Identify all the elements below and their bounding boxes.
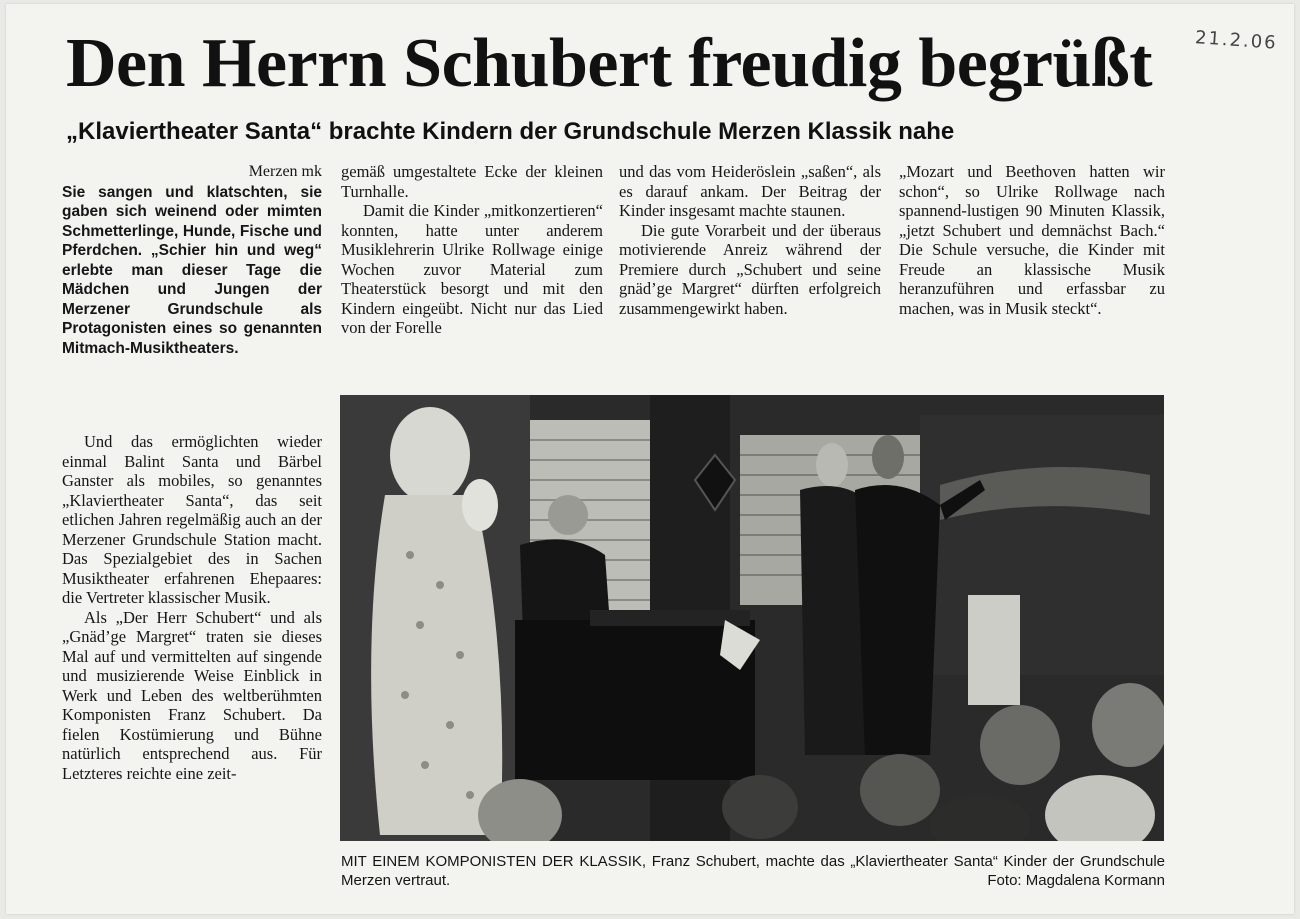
article-photo <box>340 395 1164 841</box>
paragraph: Damit die Kinder „mitkonzertieren“ konnten, hatte unter anderem Musiklehrerin Ulrike Rollwage einige Wochen zuvor Material zum Theaterstück besorgt und mit den Kindern eingeübt. Nicht nur das Lied von der Forelle <box>341 201 603 337</box>
paragraph: Die gute Vorarbeit und der überaus motivierende Anreiz während der Premiere durch „Schubert und seine gnäd’ge Margret“ dürften erfolgreich zusammengewirkt haben. <box>619 220 881 318</box>
article-column-4 <box>899 162 1165 318</box>
stage-scene-illustration <box>340 395 1164 841</box>
headline: Den Herrn Schubert freudig begrüßt <box>66 25 1153 102</box>
photo-caption <box>341 852 1165 890</box>
lead-paragraph: Sie sangen und klatschten, sie gaben sich weinend oder mimten Schmetterlinge, Hunde, Fische und Pferdchen. „Schier hin und weg“ erlebte man dieser Tage die Mädchen und Jungen der Merzener Grundschule als Protagonisten eines so genannten Mitmach-Musiktheaters. <box>62 183 322 357</box>
paragraph: Als „Der Herr Schubert“ und als „Gnäd’ge Margret“ traten sie dieses Mal auf und vermittelten auf singende und musizierende Weise Einblick in Werk und Leben des weltberühmten Komponisten Franz Schubert. Da fielen Kostümierung und Bühne natürlich entsprechend aus. Für Letzteres reichte eine zeit- <box>62 607 322 783</box>
paragraph: Und das ermöglichten wieder einmal Balint Santa und Bärbel Ganster als mobiles, so genanntes „Klaviertheater Santa“, das seit etlichen Jahren regelmäßig auch an der Merzener Grundschule Station macht. Das Spezialgebiet des in Sachen Musiktheater erfahrenen Ehepaares: die Vertreter klassischer Musik. <box>62 432 322 607</box>
caption-text: MIT EINEM KOMPONISTEN DER KLASSIK, Franz Schubert, machte das „Klaviertheater Santa“ Kinder der Grundschule Merzen vertraut. <box>341 853 1165 889</box>
paragraph: „Mozart und Beethoven hatten wir schon“, so Ulrike Rollwage nach spannend-lustigen 90 Minuten Klassik, „jetzt Schubert und demnächst Bach.“ Die Schule versuche, die Kinder mit Freude an klassische Musik heranzuführen und erfassbar zu machen, was in Musik steckt“. <box>899 162 1165 318</box>
column-1-body <box>62 432 322 783</box>
article-column-2 <box>341 162 603 338</box>
photo-credit: Foto: Magdalena Kormann <box>987 872 1165 889</box>
article-column-1 <box>62 162 322 783</box>
handwritten-date: 21.2.06 <box>1194 27 1279 54</box>
paragraph: gemäß umgestaltete Ecke der kleinen Turnhalle. <box>341 162 603 201</box>
dateline: Merzen mk <box>248 163 322 180</box>
article-column-3 <box>619 162 881 318</box>
paragraph: und das vom Heideröslein „saßen“, als es darauf ankam. Der Beitrag der Kinder insgesamt machte staunen. <box>619 162 881 220</box>
subheadline: „Klaviertheater Santa“ brachte Kindern der Grundschule Merzen Klassik nahe <box>66 118 955 145</box>
